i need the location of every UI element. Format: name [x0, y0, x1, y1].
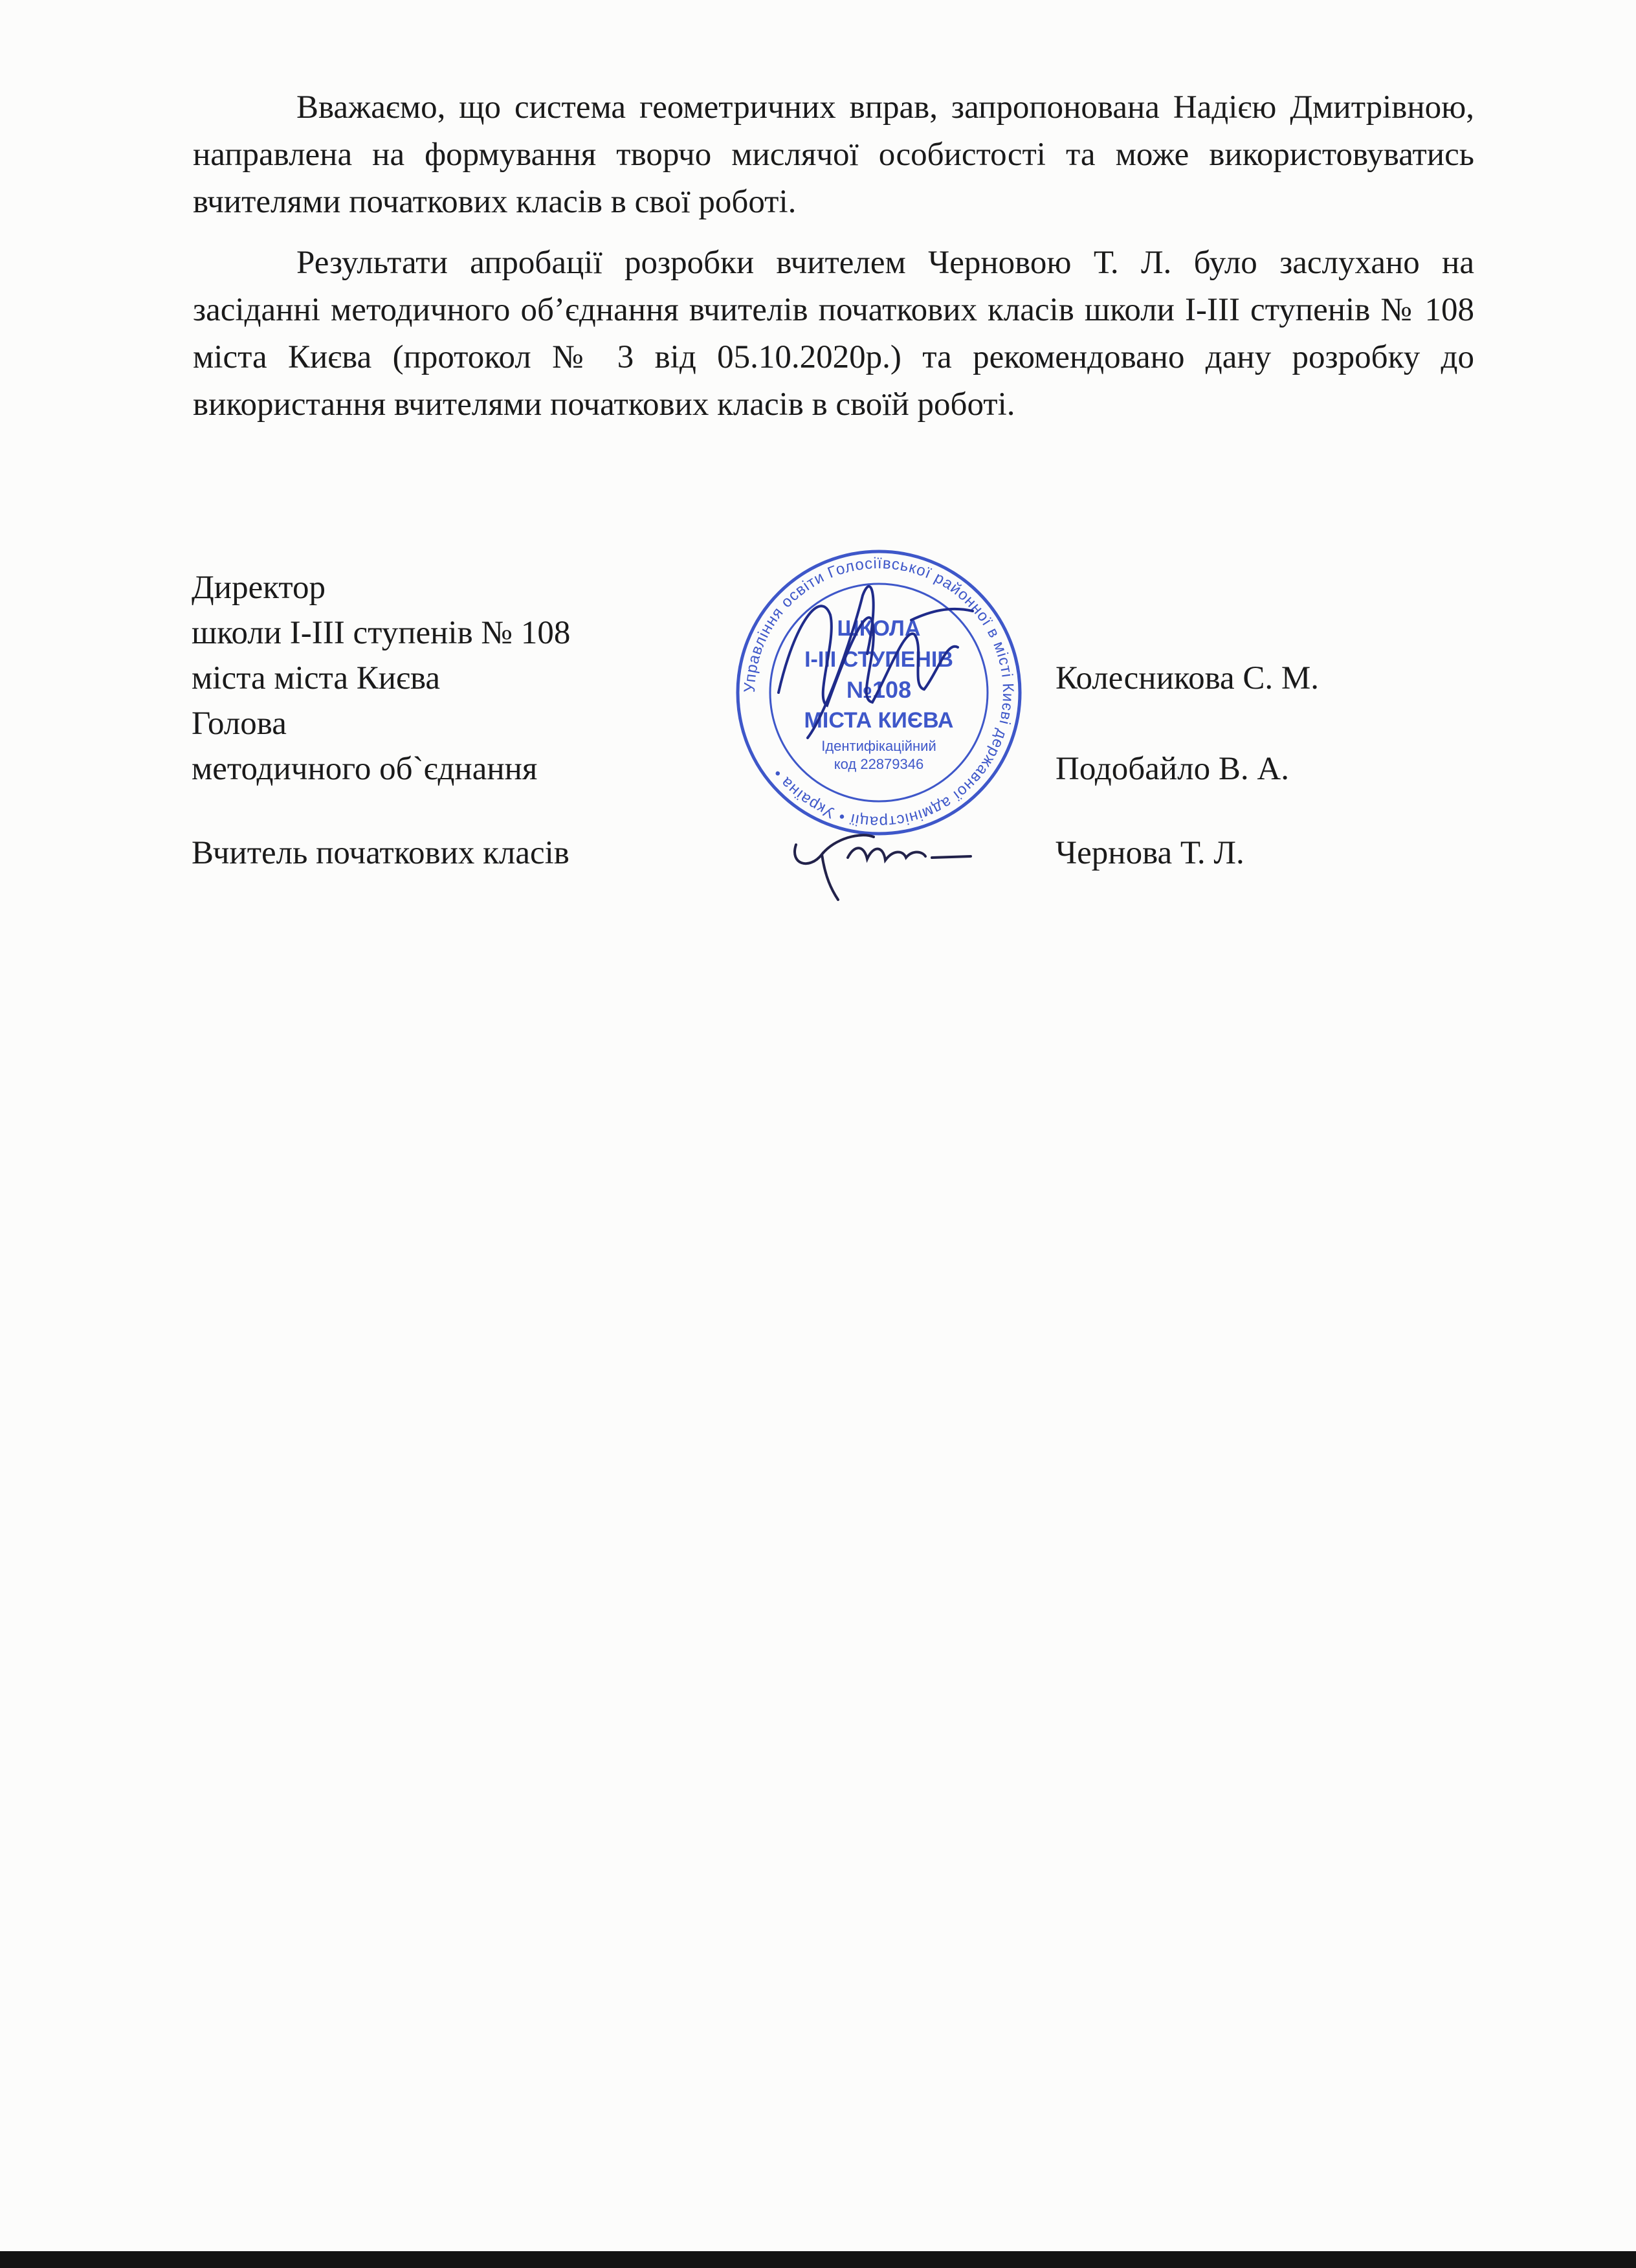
stamp-line-2: І-ІІІ СТУПЕНІВ [804, 647, 953, 672]
director-title-line-2: школи І-ІІІ ступенів № 108 [192, 615, 571, 651]
scan-bottom-edge [0, 2251, 1636, 2268]
head-name: Подобайло В. А. [1056, 751, 1289, 787]
teacher-name: Чернова Т. Л. [1056, 835, 1244, 871]
stamp-line-4: МІСТА КИЄВА [804, 708, 954, 733]
stamp-outer-text: Управління освіти Голосіївської районної в місті Києві державної адміністрації • Україна • [740, 554, 1017, 831]
stamp-line-3: №108 [846, 676, 912, 703]
body-paragraph-2: Результати апробації розробки вчителем Черновою Т. Л. було заслухано на засіданні методичного об’єднання вчителів початкових класів школи І-ІІІ ступенів № 108 міста Києва (протокол № 3 від 05.10.2020р.) та рекомендовано дану розробку до використання вчителями початкових класів в своїй роботі. [193, 245, 1474, 423]
head-title-line-1: Голова [192, 706, 287, 742]
teacher-signature [777, 819, 984, 903]
head-title-line-2: методичного об`єднання [192, 751, 538, 787]
director-name: Колесникова С. М. [1056, 660, 1319, 696]
stamp-line-6: код 22879346 [834, 756, 924, 772]
stamp-line-1: ШКОЛА [837, 616, 921, 641]
body-paragraph-1: Вважаємо, що система геометричних вправ, запропонована Надією Дмитрівною, направлена на формування творчо мислячої особистості та може використовуватись вчителями початкових класів в свої роботі. [193, 89, 1474, 220]
director-title-line-3: міста міста Києва [192, 660, 440, 696]
stamp-line-5: Ідентифікаційний [821, 738, 936, 754]
director-title-line-1: Директор [192, 570, 326, 606]
teacher-title: Вчитель початкових класів [192, 835, 569, 871]
official-stamp [717, 544, 1041, 841]
